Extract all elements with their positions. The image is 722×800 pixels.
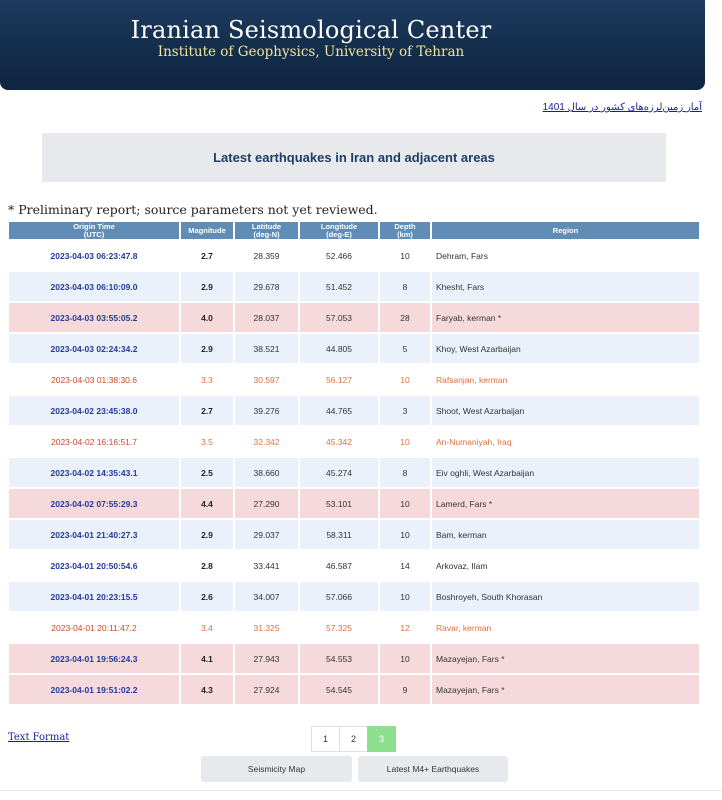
region-cell: Lamerd, Fars * (432, 489, 699, 518)
table-row[interactable] (9, 520, 699, 549)
longitude-cell: 56.127 (300, 365, 378, 394)
longitude-cell: 46.587 (300, 551, 378, 580)
region-cell: Faryab, kerman * (432, 303, 699, 332)
latitude-cell: 27.943 (235, 644, 298, 673)
site-subtitle: Institute of Geophysics, University of Tehran (157, 44, 465, 60)
annual-statistics-link[interactable]: آمار زمین‌لرزه‌های کشور در سال 1401 (542, 102, 702, 113)
region-cell: Arkovaz, Ilam (432, 551, 699, 580)
longitude-cell: 54.545 (300, 675, 378, 704)
table-row[interactable] (9, 241, 699, 270)
page-3-button[interactable]: 3 (367, 726, 396, 752)
region-cell: Khesht, Fars (432, 272, 699, 301)
col-region: Region (432, 222, 699, 239)
latitude-cell: 30.597 (235, 365, 298, 394)
magnitude-cell: 2.7 (181, 396, 233, 425)
region-cell: Khoy, West Azarbaijan (432, 334, 699, 363)
earthquake-table (7, 220, 701, 706)
depth-cell: 10 (380, 644, 430, 673)
col-magnitude: Magnitude (181, 222, 233, 239)
page-2-button[interactable]: 2 (339, 726, 368, 752)
table-row[interactable] (9, 458, 699, 487)
magnitude-cell: 2.9 (181, 334, 233, 363)
latitude-cell: 33.441 (235, 551, 298, 580)
latitude-cell: 34.007 (235, 582, 298, 611)
origin-time-cell: 2023-04-01 20:11:47.2 (9, 613, 179, 642)
region-cell: Eiv oghli, West Azarbaijan (432, 458, 699, 487)
col-latitude: Latitude (deg-N) (235, 222, 298, 239)
magnitude-cell: 3.3 (181, 365, 233, 394)
longitude-cell: 45.274 (300, 458, 378, 487)
depth-cell: 9 (380, 675, 430, 704)
latitude-cell: 38.521 (235, 334, 298, 363)
table-row[interactable] (9, 396, 699, 425)
col-origin-time: Origin Time (UTC) (9, 222, 179, 239)
latitude-cell: 38.660 (235, 458, 298, 487)
depth-cell: 10 (380, 489, 430, 518)
magnitude-cell: 2.6 (181, 582, 233, 611)
table-row[interactable] (9, 613, 699, 642)
site-header (0, 0, 705, 90)
magnitude-cell: 2.5 (181, 458, 233, 487)
magnitude-cell: 3.5 (181, 427, 233, 456)
col-depth: Depth (km) (380, 222, 430, 239)
latitude-cell: 28.359 (235, 241, 298, 270)
longitude-cell: 45.342 (300, 427, 378, 456)
table-row[interactable] (9, 427, 699, 456)
depth-cell: 14 (380, 551, 430, 580)
origin-time-cell: 2023-04-03 03:55:05.2 (9, 303, 179, 332)
magnitude-cell: 4.3 (181, 675, 233, 704)
table-row[interactable] (9, 272, 699, 301)
longitude-cell: 58.311 (300, 520, 378, 549)
table-row[interactable] (9, 675, 699, 704)
magnitude-cell: 3.4 (181, 613, 233, 642)
depth-cell: 10 (380, 582, 430, 611)
table-row[interactable] (9, 551, 699, 580)
table-row[interactable] (9, 582, 699, 611)
table-row[interactable] (9, 489, 699, 518)
longitude-cell: 51.452 (300, 272, 378, 301)
latest-m4-earthquakes-button[interactable]: Latest M4+ Earthquakes (358, 756, 508, 782)
depth-cell: 10 (380, 241, 430, 270)
depth-cell: 8 (380, 458, 430, 487)
origin-time-cell: 2023-04-02 07:55:29.3 (9, 489, 179, 518)
magnitude-cell: 2.7 (181, 241, 233, 270)
region-cell: Shoot, West Azarbaijan (432, 396, 699, 425)
region-cell: Boshroyeh, South Khorasan (432, 582, 699, 611)
latitude-cell: 28.037 (235, 303, 298, 332)
page-1-button[interactable]: 1 (311, 726, 340, 752)
latitude-cell: 29.037 (235, 520, 298, 549)
longitude-cell: 57.325 (300, 613, 378, 642)
text-format-link[interactable]: Text Format (8, 732, 70, 743)
latitude-cell: 29.678 (235, 272, 298, 301)
magnitude-cell: 2.8 (181, 551, 233, 580)
origin-time-cell: 2023-04-01 19:51:02.2 (9, 675, 179, 704)
page-title-banner: Latest earthquakes in Iran and adjacent areas (42, 133, 666, 182)
region-cell: Mazayejan, Fars * (432, 675, 699, 704)
longitude-cell: 57.053 (300, 303, 378, 332)
depth-cell: 5 (380, 334, 430, 363)
origin-time-cell: 2023-04-01 19:56:24.3 (9, 644, 179, 673)
longitude-cell: 54.553 (300, 644, 378, 673)
latitude-cell: 39.276 (235, 396, 298, 425)
origin-time-cell: 2023-04-03 01:38:30.6 (9, 365, 179, 394)
depth-cell: 3 (380, 396, 430, 425)
region-cell: Rafsanjan, kerman (432, 365, 699, 394)
origin-time-cell: 2023-04-02 16:16:51.7 (9, 427, 179, 456)
region-cell: Bam, kerman (432, 520, 699, 549)
site-title: Iranian Seismological Center (130, 16, 492, 44)
origin-time-cell: 2023-04-02 23:45:38.0 (9, 396, 179, 425)
table-row[interactable] (9, 644, 699, 673)
origin-time-cell: 2023-04-02 14:35:43.1 (9, 458, 179, 487)
region-cell: Dehram, Fars (432, 241, 699, 270)
depth-cell: 10 (380, 427, 430, 456)
longitude-cell: 44.765 (300, 396, 378, 425)
latitude-cell: 27.924 (235, 675, 298, 704)
col-longitude: Longitude (deg-E) (300, 222, 378, 239)
longitude-cell: 52.466 (300, 241, 378, 270)
origin-time-cell: 2023-04-03 06:23:47.8 (9, 241, 179, 270)
magnitude-cell: 4.4 (181, 489, 233, 518)
magnitude-cell: 2.9 (181, 272, 233, 301)
origin-time-cell: 2023-04-03 02:24:34.2 (9, 334, 179, 363)
longitude-cell: 53.101 (300, 489, 378, 518)
region-cell: Mazayejan, Fars * (432, 644, 699, 673)
footer-divider (0, 790, 722, 791)
depth-cell: 12 (380, 613, 430, 642)
magnitude-cell: 4.0 (181, 303, 233, 332)
depth-cell: 28 (380, 303, 430, 332)
origin-time-cell: 2023-04-01 20:23:15.5 (9, 582, 179, 611)
table-header-row (9, 222, 699, 239)
origin-time-cell: 2023-04-01 20:50:54.6 (9, 551, 179, 580)
seismicity-map-button[interactable]: Seismicity Map (201, 756, 352, 782)
magnitude-cell: 4.1 (181, 644, 233, 673)
depth-cell: 10 (380, 520, 430, 549)
region-cell: Ravar, kerman (432, 613, 699, 642)
longitude-cell: 57.066 (300, 582, 378, 611)
magnitude-cell: 2.9 (181, 520, 233, 549)
preliminary-note: * Preliminary report; source parameters not yet reviewed. (8, 202, 378, 217)
region-cell: An-Numaniyah, Iraq (432, 427, 699, 456)
depth-cell: 10 (380, 365, 430, 394)
depth-cell: 8 (380, 272, 430, 301)
latitude-cell: 27.290 (235, 489, 298, 518)
longitude-cell: 44.805 (300, 334, 378, 363)
latitude-cell: 31.325 (235, 613, 298, 642)
table-row[interactable] (9, 303, 699, 332)
table-row[interactable] (9, 334, 699, 363)
origin-time-cell: 2023-04-03 06:10:09.0 (9, 272, 179, 301)
table-row[interactable] (9, 365, 699, 394)
latitude-cell: 32.342 (235, 427, 298, 456)
origin-time-cell: 2023-04-01 21:40:27.3 (9, 520, 179, 549)
pagination (311, 726, 395, 752)
